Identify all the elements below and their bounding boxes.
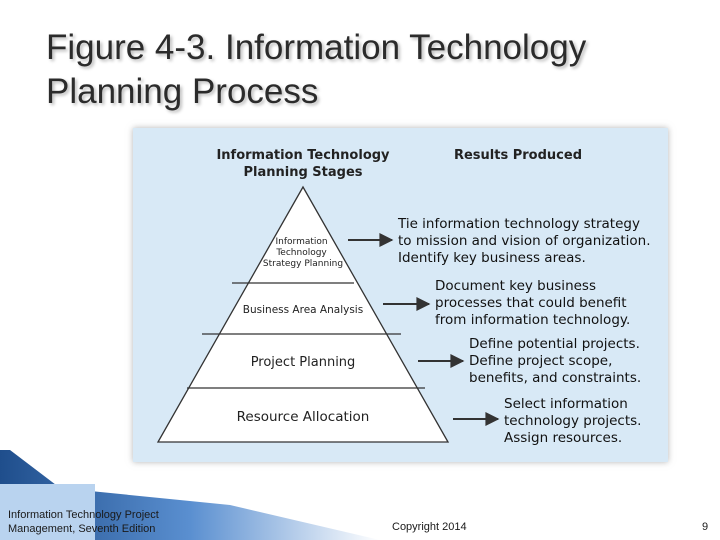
result-4: Select information technology projects. Assign resources. — [504, 396, 642, 446]
planning-process-figure — [133, 128, 668, 462]
planning-process-diagram — [133, 128, 668, 462]
stage-label-strategy-planning: Information Technology Strategy Planning — [262, 237, 344, 269]
footer-copyright: Copyright 2014 — [392, 521, 467, 533]
stage-label-resource-allocation: Resource Allocation — [236, 409, 370, 425]
slide-title-line-1: Figure 4-3. Information Technology — [46, 28, 587, 67]
footer-book-title — [8, 508, 188, 536]
stages-column-header-line-2: Planning Stages — [243, 165, 363, 180]
footer-book-line-1: Information Technology Project — [8, 509, 159, 521]
stage-label-business-area-analysis: Business Area Analysis — [242, 304, 364, 316]
result-2: Document key business processes that could benefit from information technology. — [435, 278, 631, 328]
stage-label-project-planning: Project Planning — [250, 355, 356, 370]
results-column-header: Results Produced — [453, 148, 583, 163]
slide-title — [46, 26, 686, 114]
footer-book-line-2: Management, Seventh Edition — [8, 523, 156, 535]
slide-title-line-2: Planning Process — [46, 72, 319, 111]
result-1: Tie information technology strategy to mission and vision of organization. Identify key business areas. — [398, 216, 651, 266]
result-3: Define potential projects. Define project scope, benefits, and constraints. — [469, 336, 642, 386]
stages-column-header-line-1: Information Technology — [216, 148, 390, 163]
footer-page-number: 9 — [702, 521, 709, 533]
